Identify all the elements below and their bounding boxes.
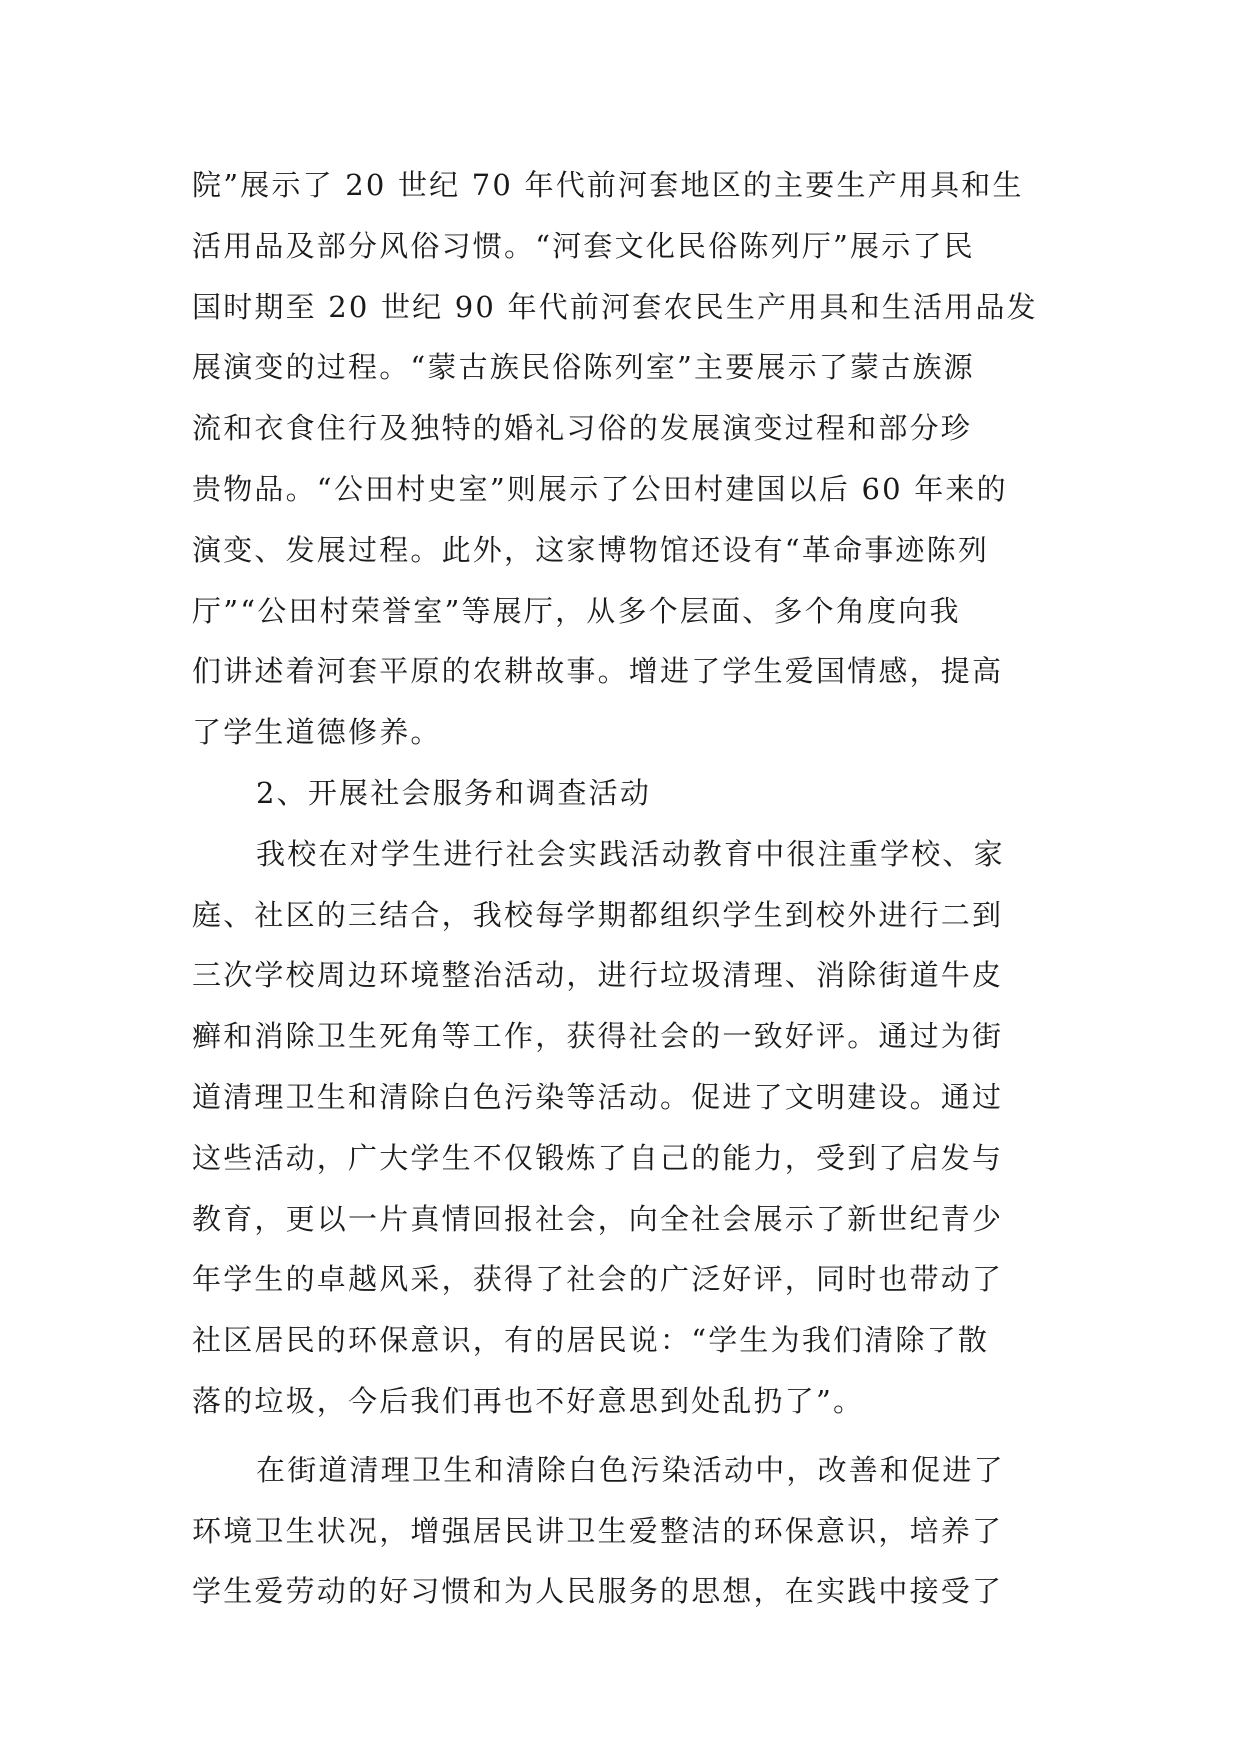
- text-line: 了学生道德修养。: [192, 715, 442, 750]
- text-line: 癣和消除卫生死角等工作，获得社会的一致好评。通过为街: [192, 1019, 1004, 1054]
- text-line: 落的垃圾，今后我们再也不好意思到处乱扔了”。: [192, 1383, 865, 1418]
- text-line: 环境卫生状况，增强居民讲卫生爱整洁的环保意识，培养了: [192, 1513, 1004, 1548]
- text-line: 年学生的卓越风采，获得了社会的广泛好评，同时也带动了: [192, 1262, 1004, 1297]
- section-heading: 2、开展社会服务和调查活动: [256, 775, 652, 810]
- text-line: 国时期至 20 世纪 90 年代前河套农民生产用具和生活用品发: [192, 289, 1038, 324]
- text-line: 流和衣食住行及独特的婚礼习俗的发展演变过程和部分珍: [192, 411, 973, 446]
- text-line: 三次学校周边环境整治活动，进行垃圾清理、消除街道牛皮: [192, 958, 1004, 993]
- text-line: 教育，更以一片真情回报社会，向全社会展示了新世纪青少: [192, 1201, 1004, 1236]
- text-line: 社区居民的环保意识，有的居民说：“学生为我们清除了散: [192, 1323, 990, 1358]
- text-line: 活用品及部分风俗习惯。“河套文化民俗陈列厅”展示了民: [192, 228, 975, 263]
- text-line: 庭、社区的三结合，我校每学期都组织学生到校外进行二到: [192, 897, 1004, 932]
- document-body: [192, 155, 1052, 1622]
- text-line: 厅”“公田村荣誉室”等展厅，从多个层面、多个角度向我: [192, 593, 961, 628]
- text-line: 们讲述着河套平原的农耕故事。增进了学生爱国情感，提高: [192, 654, 1004, 689]
- text-line: 院”展示了 20 世纪 70 年代前河套地区的主要生产用具和生: [192, 168, 1024, 202]
- text-line: 贵物品。“公田村史室”则展示了公田村建国以后 60 年来的: [192, 471, 1008, 506]
- text-line: 演变、发展过程。此外，这家博物馆还设有“革命事迹陈列: [192, 532, 990, 567]
- text-line: 学生爱劳动的好习惯和为人民服务的思想，在实践中接受了: [192, 1574, 1004, 1609]
- text-line: 展演变的过程。“蒙古族民俗陈列室”主要展示了蒙古族源: [192, 350, 975, 385]
- text-line: 这些活动，广大学生不仅锻炼了自己的能力，受到了启发与: [192, 1140, 1004, 1175]
- text-line: 我校在对学生进行社会实践活动教育中很注重学校、家: [256, 836, 1005, 871]
- text-line: 在街道清理卫生和清除白色污染活动中，改善和促进了: [256, 1452, 1005, 1487]
- text-line: 道清理卫生和清除白色污染等活动。促进了文明建设。通过: [192, 1079, 1004, 1114]
